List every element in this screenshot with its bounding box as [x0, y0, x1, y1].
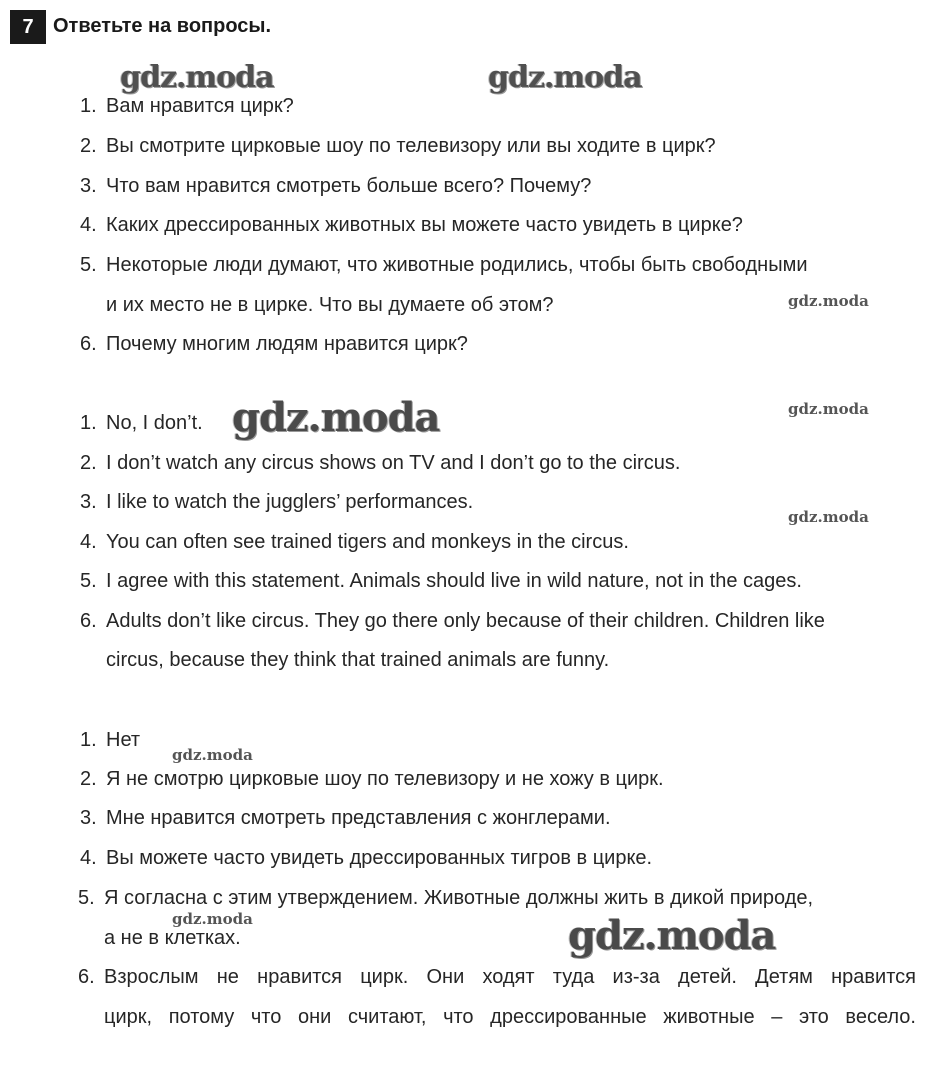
answer-ru-1: 1. Нет — [80, 729, 141, 751]
watermark-logo: gdz.moda — [788, 508, 869, 526]
answer-en-6: 6. Adults don’t like circus. They go there only because of their children. Children like — [80, 610, 825, 632]
question-4: 4. Каких дрессированных животных вы можете часто увидеть в цирке? — [80, 214, 743, 236]
watermark-logo: gdz.moda — [120, 60, 274, 95]
question-5: 5. Некоторые люди думают, что животные родились, чтобы быть свободными — [80, 254, 808, 276]
answer-ru-6: 6. Взрослым не нравится цирк. Они ходят туда из-за детей. Детям нравится — [78, 966, 916, 988]
question-1: 1. Вам нравится цирк? — [80, 95, 294, 117]
answer-en-1: 1. No, I don’t. — [80, 412, 203, 434]
question-2: 2. Вы смотрите цирковые шоу по телевизору или вы ходите в цирк? — [80, 135, 716, 157]
exercise-number-badge: 7 — [10, 10, 46, 44]
answer-en-2: 2. I don’t watch any circus shows on TV and I don’t go to the circus. — [80, 452, 681, 474]
watermark-logo: gdz.moda — [788, 292, 869, 310]
watermark-logo: gdz.moda — [568, 912, 776, 959]
watermark-logo: gdz.moda — [232, 394, 440, 441]
watermark-logo: gdz.moda — [488, 60, 642, 95]
answer-en-4: 4. You can often see trained tigers and monkeys in the circus. — [80, 531, 629, 553]
watermark-logo: gdz.moda — [172, 910, 253, 928]
answer-en-6-continuation: circus, because they think that trained animals are funny. — [106, 649, 610, 671]
watermark-logo: gdz.moda — [172, 746, 253, 764]
answer-ru-3: 3. Мне нравится смотреть представления с жонглерами. — [80, 807, 611, 829]
answer-en-5: 5. I agree with this statement. Animals should live in wild nature, not in the cages. — [80, 570, 802, 592]
question-5-continuation: и их место не в цирке. Что вы думаете об этом? — [106, 294, 554, 316]
watermark-logo: gdz.moda — [788, 400, 869, 418]
answer-ru-4: 4. Вы можете часто увидеть дрессированных тигров в цирке. — [80, 847, 653, 869]
answer-ru-2: 2. Я не смотрю цирковые шоу по телевизору и не хожу в цирк. — [80, 768, 664, 790]
answer-en-3: 3. I like to watch the jugglers’ performances. — [80, 491, 474, 513]
question-6: 6. Почему многим людям нравится цирк? — [80, 333, 468, 355]
answer-ru-5-continuation: а не в клетках. — [104, 927, 241, 949]
answer-ru-5: 5. Я согласна с этим утверждением. Животные должны жить в дикой природе, — [78, 887, 814, 909]
exercise-title: Ответьте на вопросы. — [53, 15, 272, 37]
answer-ru-6-continuation: цирк, потому что они считают, что дрессированные животные – это весело. — [104, 1006, 916, 1028]
question-3: 3. Что вам нравится смотреть больше всего? Почему? — [80, 175, 592, 197]
